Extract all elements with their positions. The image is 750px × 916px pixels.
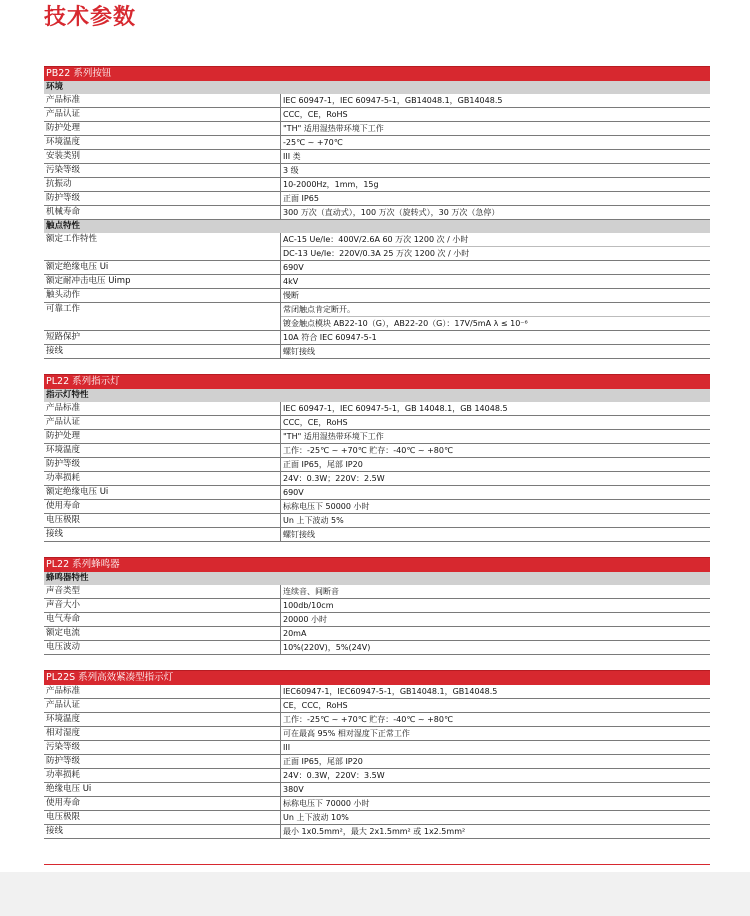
row-value: "TH" 适用湿热带环境下工作 xyxy=(283,124,384,133)
table-row xyxy=(44,136,710,150)
row-values xyxy=(280,783,710,796)
row-values xyxy=(280,345,710,358)
spec-sections xyxy=(44,66,710,854)
row-values xyxy=(280,192,710,205)
row-values xyxy=(280,178,710,191)
row-value: 20000 小时 xyxy=(283,615,327,624)
row-values xyxy=(280,150,710,163)
row-values xyxy=(280,122,710,135)
row-value: 螺钉接线 xyxy=(283,347,315,356)
row-value: 20mA xyxy=(283,629,307,638)
row-label: 防护等级 xyxy=(46,193,81,203)
row-values xyxy=(280,261,710,274)
row-values xyxy=(280,528,710,541)
row-label: 产品认证 xyxy=(46,109,81,119)
row-values xyxy=(280,825,710,838)
row-label: 电气寿命 xyxy=(46,614,81,624)
row-values xyxy=(280,699,710,712)
row-label: 使用寿命 xyxy=(46,798,81,808)
table-row xyxy=(44,825,710,839)
table-row xyxy=(44,486,710,500)
row-label: 功率损耗 xyxy=(46,473,81,483)
row-value: DC-13 Ue/Ie：220V/0.3A 25 万次 1200 次 / 小时 xyxy=(281,246,710,260)
row-values xyxy=(280,275,710,288)
row-label: 功率损耗 xyxy=(46,770,81,780)
table-row xyxy=(44,430,710,444)
row-label: 环境温度 xyxy=(46,445,81,455)
table-row xyxy=(44,755,710,769)
table-row xyxy=(44,528,710,542)
row-values xyxy=(280,797,710,810)
bottom-divider xyxy=(44,864,710,865)
row-value: CCC，CE，RoHS xyxy=(283,418,348,427)
row-label: 额定绝缘电压 Ui xyxy=(46,262,109,272)
row-values xyxy=(280,599,710,612)
row-value: III 类 xyxy=(283,152,301,161)
row-value: "TH" 适用湿热带环境下工作 xyxy=(283,432,384,441)
row-value: AC-15 Ue/Ie：400V/2.6A 60 万次 1200 次 / 小时 xyxy=(283,235,469,244)
row-values xyxy=(280,206,710,219)
row-label: 机械寿命 xyxy=(46,207,81,217)
table-row xyxy=(44,402,710,416)
table-row xyxy=(44,500,710,514)
row-value: CE，CCC，RoHS xyxy=(283,701,348,710)
row-value: 10A 符合 IEC 60947-5-1 xyxy=(283,333,377,342)
spec-section xyxy=(44,670,710,839)
row-label: 抗振动 xyxy=(46,179,72,189)
section-title: PL22 系列蜂鸣器 xyxy=(44,557,710,572)
spec-section xyxy=(44,557,710,655)
row-value: 标称电压下 70000 小时 xyxy=(283,799,370,808)
row-label: 产品认证 xyxy=(46,700,81,710)
table-row xyxy=(44,741,710,755)
row-value: 常闭触点肯定断开。 xyxy=(283,305,355,314)
row-value: 正面 IP65 xyxy=(283,194,319,203)
row-label: 安装类别 xyxy=(46,151,81,161)
spec-section xyxy=(44,374,710,542)
row-values xyxy=(280,514,710,527)
row-value: 10%(220V)，5%(24V) xyxy=(283,643,371,652)
row-value: 镀金触点模块 AB22-10（G），AB22-20（G）：17V/5mA λ ≤ 10⁻⁶ xyxy=(281,316,710,330)
row-values xyxy=(280,472,710,485)
group-header: 指示灯特性 xyxy=(44,389,710,402)
row-value: 连续音、间断音 xyxy=(283,587,339,596)
row-values xyxy=(280,458,710,471)
group-header: 蜂鸣器特性 xyxy=(44,572,710,585)
row-values xyxy=(280,136,710,149)
row-value: 24V：0.3W，220V：3.5W xyxy=(283,771,385,780)
row-label: 相对湿度 xyxy=(46,728,81,738)
row-label: 污染等级 xyxy=(46,742,81,752)
table-row xyxy=(44,150,710,164)
table-row xyxy=(44,233,710,261)
row-label: 防护等级 xyxy=(46,459,81,469)
row-label: 额定耐冲击电压 Uimp xyxy=(46,276,131,286)
row-value: -25℃ ~ +70℃ xyxy=(283,138,343,147)
row-values xyxy=(280,416,710,429)
row-label: 声音大小 xyxy=(46,600,81,610)
row-values xyxy=(280,685,710,698)
row-values xyxy=(280,500,710,513)
table-row xyxy=(44,769,710,783)
table-row xyxy=(44,303,710,331)
row-label: 防护处理 xyxy=(46,431,81,441)
row-value: 690V xyxy=(283,488,304,497)
row-values xyxy=(280,811,710,824)
table-row xyxy=(44,783,710,797)
row-label: 环境温度 xyxy=(46,137,81,147)
table-row xyxy=(44,713,710,727)
table-row xyxy=(44,289,710,303)
section-title: PB22 系列按钮 xyxy=(44,66,710,81)
row-values xyxy=(280,233,710,260)
row-value: III xyxy=(283,743,291,752)
row-value: 690V xyxy=(283,263,304,272)
row-label: 产品标准 xyxy=(46,95,81,105)
row-value: CCC，CE，RoHS xyxy=(283,110,348,119)
row-value: 正面 IP65，尾部 IP20 xyxy=(283,460,363,469)
row-values xyxy=(280,108,710,121)
table-row xyxy=(44,206,710,220)
row-values xyxy=(280,430,710,443)
spec-section xyxy=(44,66,710,359)
row-value: 380V xyxy=(283,785,304,794)
table-row xyxy=(44,275,710,289)
row-values xyxy=(280,402,710,415)
row-values xyxy=(280,769,710,782)
table-row xyxy=(44,416,710,430)
row-label: 使用寿命 xyxy=(46,501,81,511)
group-header: 触点特性 xyxy=(44,220,710,233)
row-value: 工作：-25℃ ~ +70℃ 贮存：-40℃ ~ +80℃ xyxy=(283,446,453,455)
row-value: IEC60947-1，IEC60947-5-1，GB14048.1，GB14048.5 xyxy=(283,687,498,696)
table-row xyxy=(44,192,710,206)
table-row xyxy=(44,345,710,359)
row-values xyxy=(280,303,710,330)
row-label: 环境温度 xyxy=(46,714,81,724)
footer-band xyxy=(0,872,750,916)
table-row xyxy=(44,641,710,655)
table-row xyxy=(44,585,710,599)
row-label: 电压极限 xyxy=(46,515,81,525)
section-title: PL22 系列指示灯 xyxy=(44,374,710,389)
row-values xyxy=(280,94,710,107)
table-row xyxy=(44,613,710,627)
section-title: PL22S 系列高效紧凑型指示灯 xyxy=(44,670,710,685)
row-values xyxy=(280,755,710,768)
table-row xyxy=(44,444,710,458)
table-row xyxy=(44,472,710,486)
row-label: 接线 xyxy=(46,529,64,539)
table-row xyxy=(44,811,710,825)
row-value: IEC 60947-1，IEC 60947-5-1，GB14048.1，GB14048.5 xyxy=(283,96,503,105)
table-row xyxy=(44,94,710,108)
row-label: 可靠工作 xyxy=(46,304,81,314)
row-label: 接线 xyxy=(46,826,64,836)
row-values xyxy=(280,486,710,499)
row-values xyxy=(280,741,710,754)
row-value: 24V：0.3W；220V：2.5W xyxy=(283,474,385,483)
row-value: 可在最高 95% 相对湿度下正常工作 xyxy=(283,729,410,738)
row-value: 工作：-25℃ ~ +70℃ 贮存：-40℃ ~ +80℃ xyxy=(283,715,453,724)
row-value: Un 上下波动 5% xyxy=(283,516,344,525)
group-header: 环境 xyxy=(44,81,710,94)
row-label: 额定工作特性 xyxy=(46,234,98,244)
row-label: 额定电流 xyxy=(46,628,81,638)
row-value: 最小 1x0.5mm²，最大 2x1.5mm² 或 1x2.5mm² xyxy=(283,827,466,836)
row-label: 声音类型 xyxy=(46,586,81,596)
row-value: 标称电压下 50000 小时 xyxy=(283,502,370,511)
row-label: 接线 xyxy=(46,346,64,356)
row-label: 污染等级 xyxy=(46,165,81,175)
row-values xyxy=(280,331,710,344)
table-row xyxy=(44,514,710,528)
row-values xyxy=(280,627,710,640)
table-row xyxy=(44,599,710,613)
table-row xyxy=(44,178,710,192)
row-value: 螺钉接线 xyxy=(283,530,315,539)
row-label: 电压波动 xyxy=(46,642,81,652)
row-values xyxy=(280,164,710,177)
table-row xyxy=(44,331,710,345)
table-row xyxy=(44,122,710,136)
row-value: 10-2000Hz，1mm，15g xyxy=(283,180,379,189)
row-label: 产品标准 xyxy=(46,686,81,696)
row-values xyxy=(280,613,710,626)
row-values xyxy=(280,713,710,726)
row-label: 额定绝缘电压 Ui xyxy=(46,487,109,497)
row-values xyxy=(280,444,710,457)
row-values xyxy=(280,289,710,302)
row-value: 正面 IP65，尾部 IP20 xyxy=(283,757,363,766)
row-value: 100db/10cm xyxy=(283,601,334,610)
row-values xyxy=(280,727,710,740)
row-value: 慢断 xyxy=(283,291,299,300)
table-row xyxy=(44,108,710,122)
row-value: 300 万次（直动式），100 万次（旋转式），30 万次（急停） xyxy=(283,208,500,217)
row-value: 4kV xyxy=(283,277,299,286)
table-row xyxy=(44,727,710,741)
table-row xyxy=(44,699,710,713)
table-row xyxy=(44,685,710,699)
row-label: 触头动作 xyxy=(46,290,81,300)
row-values xyxy=(280,641,710,654)
row-label: 产品标准 xyxy=(46,403,81,413)
row-label: 防护处理 xyxy=(46,123,81,133)
table-row xyxy=(44,164,710,178)
table-row xyxy=(44,261,710,275)
table-row xyxy=(44,797,710,811)
row-label: 电压极限 xyxy=(46,812,81,822)
row-values xyxy=(280,585,710,598)
row-label: 短路保护 xyxy=(46,332,81,342)
table-row xyxy=(44,627,710,641)
row-value: IEC 60947-1，IEC 60947-5-1，GB 14048.1，GB 14048.5 xyxy=(283,404,508,413)
table-row xyxy=(44,458,710,472)
page-title: 技术参数 xyxy=(44,5,137,30)
row-label: 绝缘电压 Ui xyxy=(46,784,92,794)
row-label: 产品认证 xyxy=(46,417,81,427)
row-label: 防护等级 xyxy=(46,756,81,766)
row-value: 3 级 xyxy=(283,166,299,175)
row-value: Un 上下波动 10% xyxy=(283,813,349,822)
